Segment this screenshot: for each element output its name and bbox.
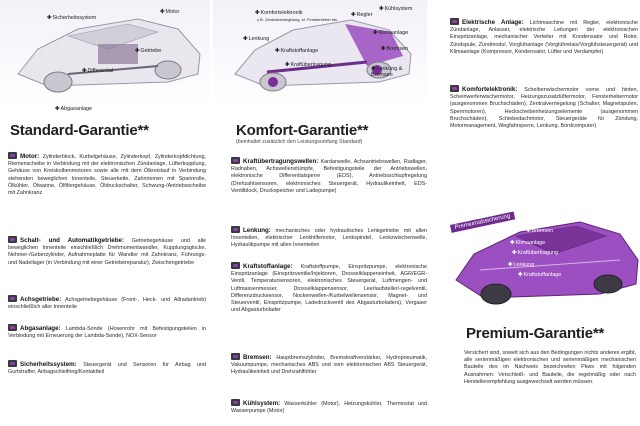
item-lenkung: Lenkung: mechanisches oder hydraulisches Lenkgetriebe mit allen Innenteilen, elektrischer Lenkhilfemotor, Lenkspindel, Lenkzwischenwelle, Hydraulikpumpe mit allen Innenteilen (231, 227, 427, 249)
callout-lenkung-bremsen: ✚Lenkung & Bremsen (371, 66, 403, 78)
callout-komfortelektronik: ✚Komfortelektronik (255, 10, 303, 16)
exhaust-icon (8, 324, 17, 331)
komfort-title: Komfort-Garantie** (236, 122, 369, 139)
fuel-icon (231, 262, 240, 269)
callout-kraftstoffanlage: ✚Kraftstoffanlage (275, 48, 319, 54)
standard-title: Standard-Garantie** (10, 122, 149, 139)
airbag-icon (8, 360, 17, 367)
premium-label-lenkung: ✚Lenkung (508, 262, 535, 268)
callout-abgasanlage: ✚Abgasanlage (55, 106, 93, 112)
comfort-icon (450, 85, 459, 92)
axle-icon (8, 295, 17, 302)
callout-kraftuebertragung: ✚Kraftübertragung (285, 62, 331, 68)
premium-label-kraftuebertragung: ✚Kraftübertragung (512, 250, 558, 256)
steering-icon (231, 226, 240, 233)
electric-icon (450, 18, 459, 25)
gearbox-icon (8, 236, 17, 243)
item-achsgetriebe: Achsgetriebe: Achsgetriebegehäuse (Front-, Heck- und Allradantrieb) einschließlich aller Innenteile (8, 296, 206, 311)
coolant-icon (231, 399, 240, 406)
item-bremsen: Bremsen: Hauptbremszylinder, Bremskraftverstärker, Hydropneumatik, Vakuumpumpe, mechanisches ABS und vom elektronischen ABS Steuergerät, Hydraulikeinheit und Drehzahlfühler (231, 354, 427, 376)
item-abgasanlage: Abgasanlage: Lambda-Sonde (Hosenrohr mit Befestigungsteilen in Verbindung mit Erneuerung der Lambda-Sonde), NOX-Sensor (8, 325, 206, 340)
driveshaft-icon (231, 157, 240, 164)
item-elektrische-anlage: Elektrische Anlage: Lichtmaschine mit Regler, elektronische Zündanlage, Anlasser, elektrische Leitungen der elektronischen Einspritzanlage, mechanischer Verteiler mit Kondensator und Rotor, Zündspule, Zündmodul, Vorglühanlage (Vorglührelais/Vorglühsteuergerät) und Klimaanlage (Kompressor, Kondensator, Lüfter und Verdampfer) (450, 19, 639, 55)
callout-kuehlsystem: ✚Kühlsystem (379, 6, 413, 12)
standard-car-illustration (8, 4, 208, 102)
callout-note: z.B. Zentralverriegelung, el. Fensterheber etc. (257, 17, 339, 22)
premium-title: Premium-Garantie** (466, 325, 605, 342)
callout-differential: ✚Differential (82, 68, 114, 74)
item-komfortelektronik: Komfortelektronik: Scheibenwischermotor vorne und hinten, Scheinwerferwischermotor, Heizungszusatzlüftermotor, Fensterhebermotor (ausgenommen Bruchschäden), Zentralverriegelung (Schalter, Magnetspulen, Sperrmotoren), Heckscheibenheizungselemente (ausgenommen Bruchschäden), Schiebedachmotor, Steuergeräte für Zündung, Motormanagement, Wegfahrsperre, Lenkung, Bordcomputer) (450, 86, 639, 130)
brake-icon (231, 353, 240, 360)
item-sicherheitssystem: Sicherheitssystem: Steuergerät und Sensoren für Airbag und Gurtstraffer, Airbagschleifring/Kontaktteil (8, 361, 206, 376)
engine-icon (8, 152, 17, 159)
premium-label-bremsen: ✚Bremsen (526, 228, 554, 234)
premium-paragraph: Versichert sind, soweit sich aus den Bedingungen nichts anderes ergibt, alle serienmäßigen elektronischen und serienmäßigen mechanischen Bauteile des im Nachweis bezeichneten Pkws mit folgenden Ausnahmen: Verschleiß- und Bauteile, die regelmäßig oder nach Herstellerempfehlung ausgewechselt werden müssen. (464, 350, 636, 385)
komfort-column (213, 0, 427, 426)
item-kuehlsystem: Kühlsystem: Wasserkühler (Motor), Heizungskühler, Thermostat und Wasserpumpe (Motor) (231, 400, 428, 415)
callout-sicherheitssystem: ✚Sicherheitssystem (47, 15, 97, 21)
callout-klimaanlage: ✚Klimaanlage (373, 30, 409, 36)
standard-column (0, 0, 210, 426)
callout-motor: ✚Motor (160, 9, 180, 15)
item-kraftuebertragung: Kraftübertragungswellen: Kardanwelle, Achsantriebswellen, Radlager, Radnaben, Achswellenstümpfe, Befestigungsteile der Antriebswellen, elektronische Differentialsperre (EDS), Antriebsschlupfregelung (Drehzahlsensoren, elektronisches Steuergerät, Hydraulikeinheit, EDS-Ventilblock, Druckspeicher und Ladepumpe) (231, 158, 427, 194)
premium-label-klimaanlage: ✚Klimaanlage (510, 240, 546, 246)
callout-bremsen: ✚Bremsen (381, 46, 409, 52)
item-kraftstoffanlage: Kraftstoffanlage: Kraftstoffpumpe, Einspritzpumpe, elektronische Einspritzanlage (Einspritzventile/Injektoren, Drosselklappeneinheit, AGR/EGR-Ventil, Temperatursensoren, elektronisches Steuergerät, Luftmengen- und Luftmassenmesser, Drosselklappensensor, Leerlaufsteller/-regelventil, Differenzdrucksensor, Nockenwellen-/Kurbelwellensensor, Magnet- und Steuerventil, Einspritzpumpe, Ladedruckventil des Abgasturboladers), Vergaser und Abgasturbolader (231, 263, 427, 314)
callout-lenkung: ✚Lenkung (243, 36, 270, 42)
komfort-subtitle: (beinhaltet zusätzlich den Leistungsumfang Standard) (236, 139, 363, 145)
premium-banner: Premiumabsicherung (450, 212, 515, 233)
item-getriebe: Schalt- und Automatikgetriebe: Getriebegehäuse und alle beweglichen Innenteile einschließlich Drehmomentwandler, Kupplungsglocke, Nehmer-/Geberzylinder, Aufnahmeplatte für Wandler mit Zahnkranz, Führungs- und Nadellager (in Verbindung mit einer Getriebereparatur), Zwischengetriebe (8, 237, 207, 266)
premium-label-kraftstoffanlage: ✚Kraftstoffanlage (518, 272, 562, 278)
premium-column (430, 0, 640, 426)
callout-regler: ✚Regler (351, 12, 373, 18)
callout-getriebe: ✚Getriebe (135, 48, 162, 54)
item-motor: Motor: Zylinderblock, Kurbelgehäuse, Zylinderkopf, Zylinderkopfdichtung, Riemenscheibe in Verbindung mit der elektronischen Zündanlage, Lüfterkupplung, Gehäuse von Kreiskolbenmotoren sowie alle mit dem Ölkreislauf in Verbindung stehenden beweglichen Innenteile, Steuerkette, Zahnriemen mit Spannrolle, Ölkühler, Ölwanne, Ölfiltergehäuse, Öldruckschalter, Schwung-/Antriebsscheibe mit Zahnkranz (8, 153, 206, 197)
